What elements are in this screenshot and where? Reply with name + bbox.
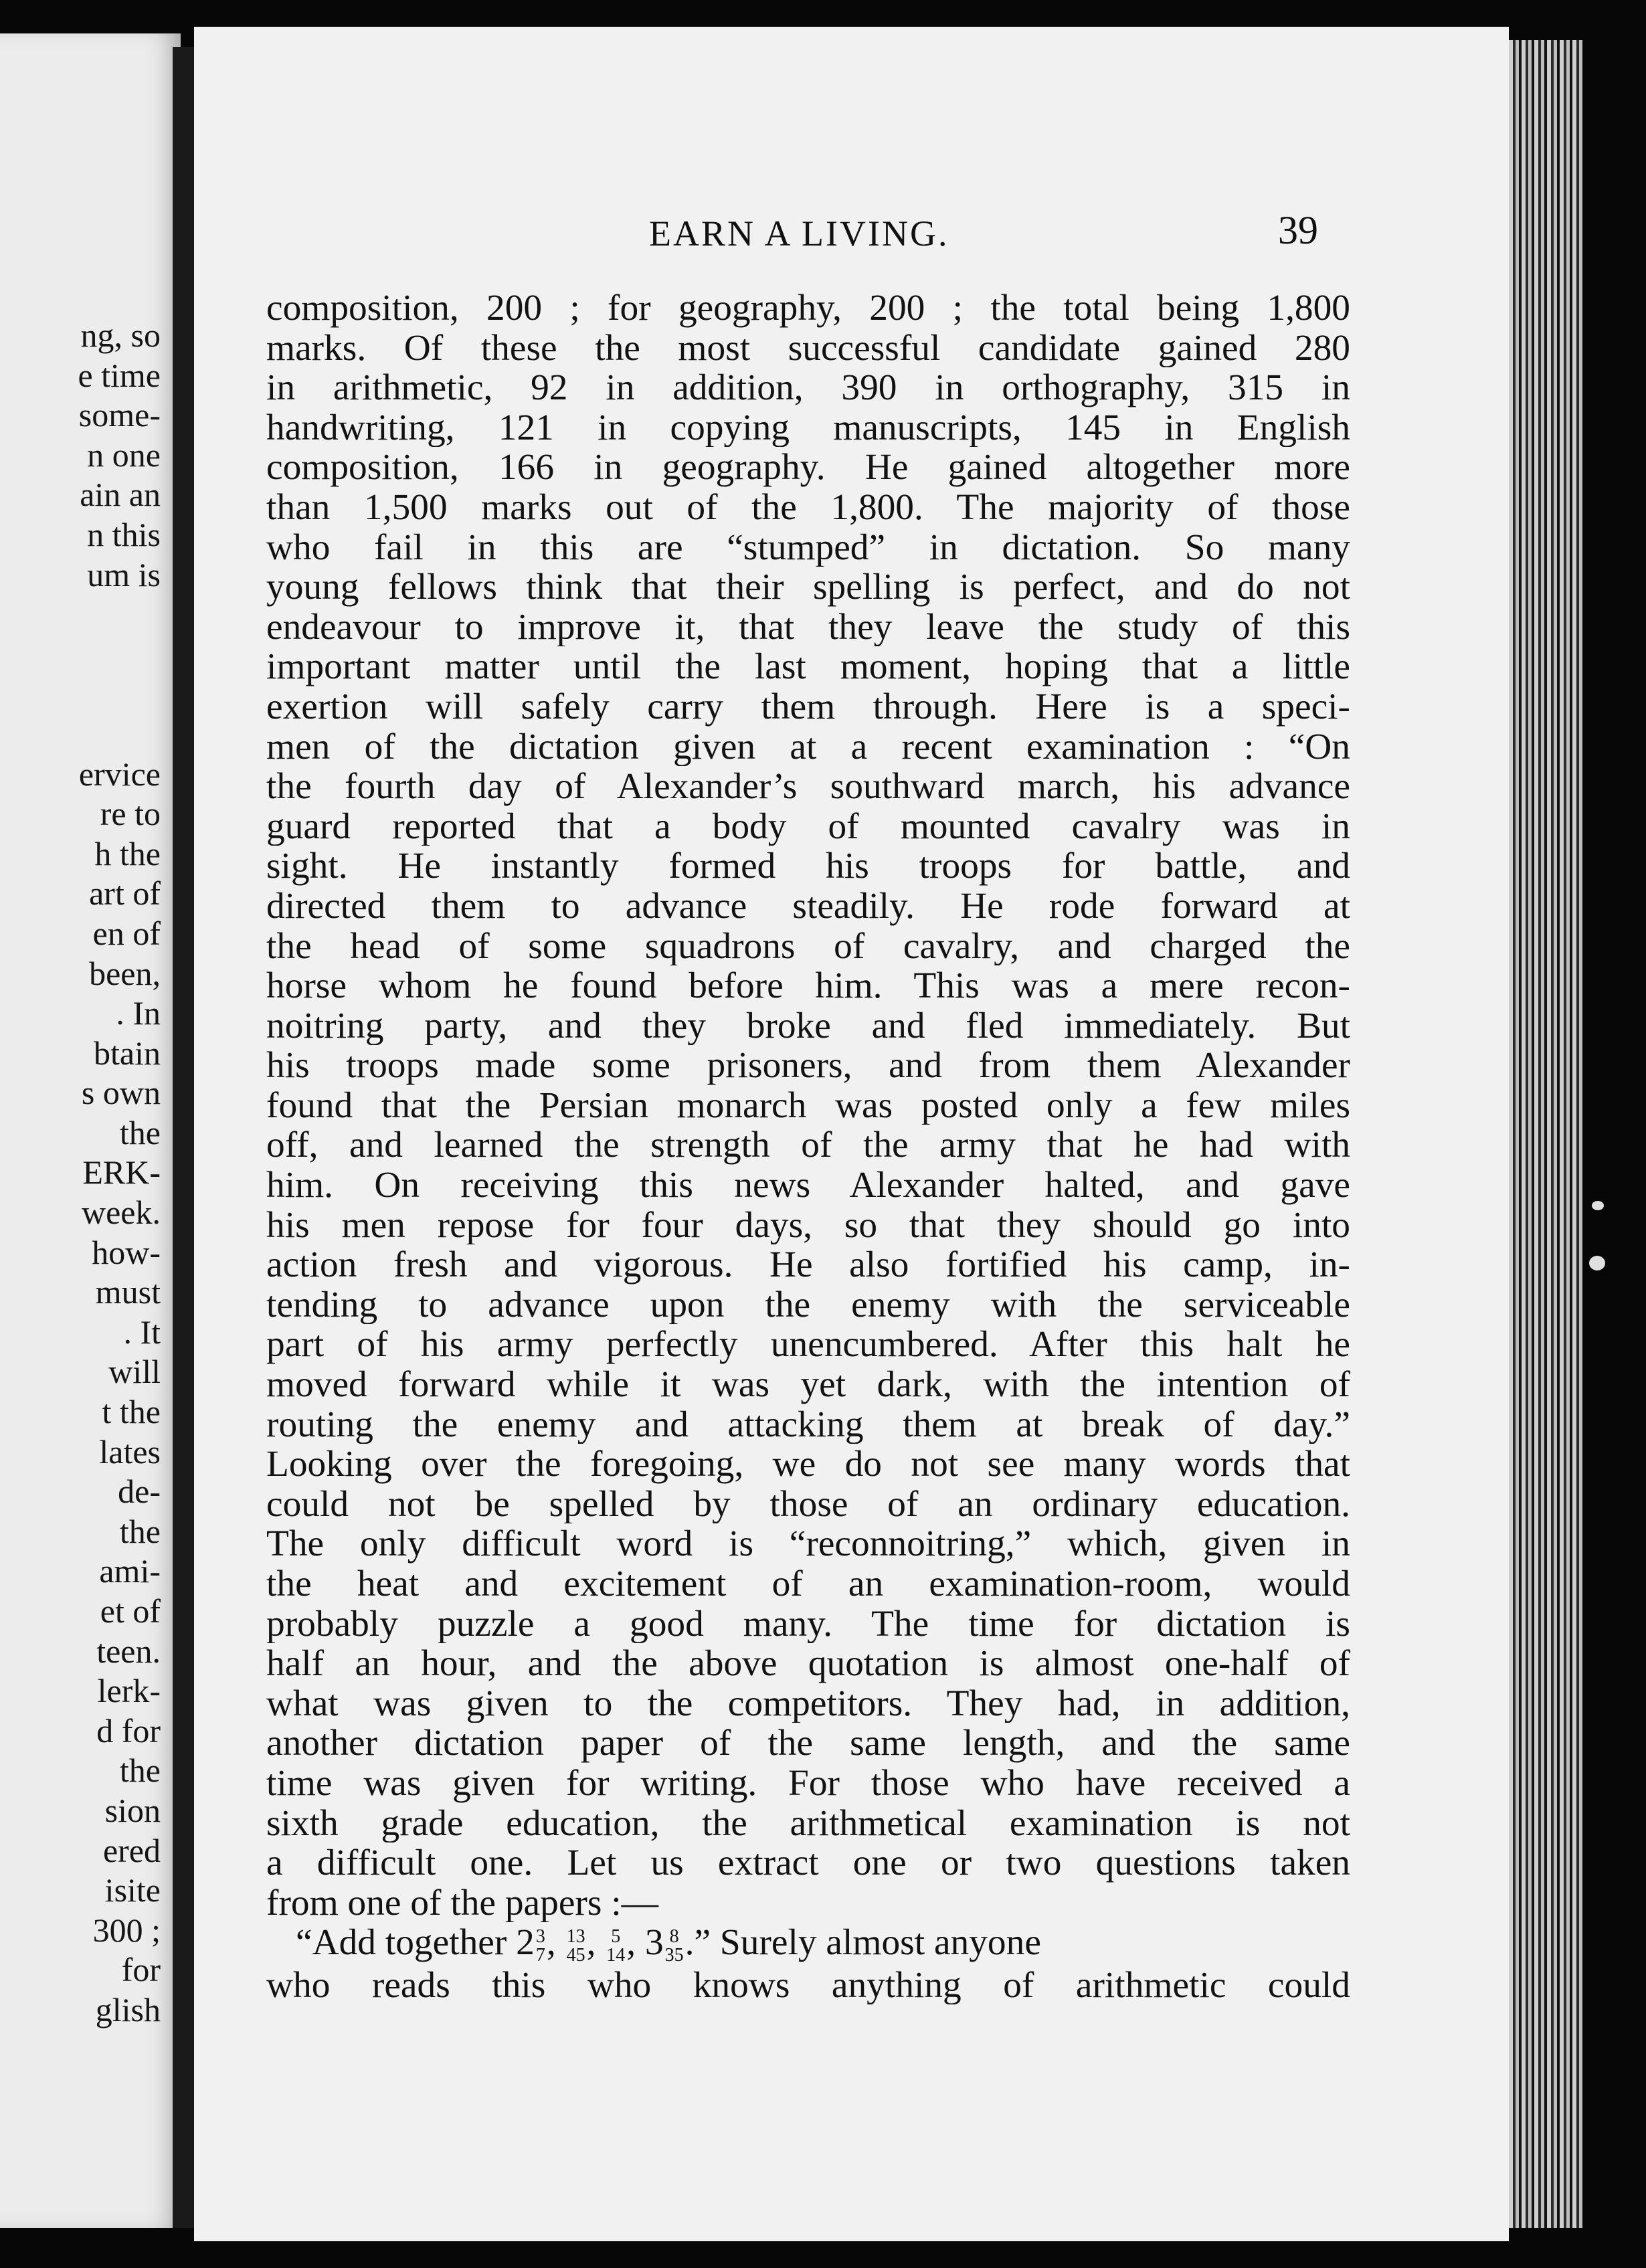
text-line: action fresh and vigorous. He also fortified his camp, in- bbox=[266, 1244, 1350, 1285]
text-line: noitring party, and they broke and fled immediately. But bbox=[266, 1005, 1350, 1046]
fraction-whole: , bbox=[546, 1922, 565, 1963]
left-edge-line bbox=[0, 635, 161, 675]
text-line: handwriting, 121 in copying manuscripts, 145 in English bbox=[266, 407, 1350, 448]
left-edge-line: ain an bbox=[80, 476, 161, 514]
left-edge-line: um is bbox=[87, 555, 161, 593]
text-line: endeavour to improve it, that they leave the study of this bbox=[266, 606, 1350, 647]
text-line: directed them to advance steadily. He rode forward at bbox=[266, 885, 1350, 926]
left-edge-line bbox=[0, 674, 161, 715]
left-edge-line: will bbox=[108, 1353, 161, 1391]
fraction-denominator: 7 bbox=[535, 1944, 545, 1965]
text-line: part of his army perfectly unencumbered. After this halt he bbox=[266, 1324, 1350, 1365]
left-edge-line: how- bbox=[92, 1233, 161, 1271]
left-edge-line: s own bbox=[81, 1074, 161, 1112]
fraction-denominator: 35 bbox=[664, 1944, 684, 1965]
left-page-edge-text bbox=[0, 316, 161, 2030]
fraction bbox=[606, 1927, 625, 1965]
text-line: from one of the papers :— bbox=[266, 1882, 659, 1923]
left-edge-line: the bbox=[119, 1512, 161, 1550]
left-edge-line: de- bbox=[118, 1473, 161, 1511]
left-edge-line: sion bbox=[104, 1791, 161, 1829]
fraction-line bbox=[266, 1922, 1350, 1964]
left-edge-line: btain bbox=[94, 1034, 161, 1072]
text-line: than 1,500 marks out of the 1,800. The majority of those bbox=[266, 486, 1350, 527]
left-edge-line: n this bbox=[87, 515, 161, 553]
running-title: EARN A LIVING. bbox=[649, 213, 949, 254]
text-line: a difficult one. Let us extract one or two questions taken bbox=[266, 1842, 1350, 1883]
scan-specks bbox=[1589, 1201, 1609, 1281]
left-edge-line: ami- bbox=[99, 1552, 161, 1590]
left-edge-line: been, bbox=[89, 954, 161, 992]
text-line: men of the dictation given at a recent examination : “On bbox=[266, 726, 1350, 767]
text-line: half an hour, and the above quotation is almost one-half of bbox=[266, 1643, 1350, 1683]
text-line: guard reported that a body of mounted cavalry was in bbox=[266, 806, 1350, 846]
text-line: time was given for writing. For those who have received a bbox=[266, 1762, 1350, 1803]
left-edge-line: the bbox=[119, 1752, 161, 1790]
left-edge-line: must bbox=[95, 1273, 161, 1311]
text-line: tending to advance upon the enemy with the serviceable bbox=[266, 1284, 1350, 1325]
text-line: off, and learned the strength of the army that he had with bbox=[266, 1125, 1350, 1165]
text-line: in arithmetic, 92 in addition, 390 in orthography, 315 in bbox=[266, 367, 1350, 407]
left-edge-line: . It bbox=[123, 1313, 161, 1351]
left-edge-line: for bbox=[121, 1951, 161, 1989]
text-line: young fellows think that their spelling is perfect, and do not bbox=[266, 567, 1350, 607]
left-edge-line: ervice bbox=[78, 755, 161, 793]
left-edge-line: teen. bbox=[96, 1632, 161, 1670]
fraction-numerator: 3 bbox=[535, 1925, 545, 1947]
left-edge-line: t the bbox=[102, 1393, 161, 1431]
left-edge-line: ERK- bbox=[82, 1153, 161, 1192]
fraction-whole: , 3 bbox=[626, 1922, 664, 1963]
left-edge-line: glish bbox=[95, 1990, 161, 2028]
text-line: the fourth day of Alexander’s southward march, his advance bbox=[266, 766, 1350, 806]
text-line: probably puzzle a good many. The time for dictation is bbox=[266, 1603, 1350, 1644]
left-edge-line bbox=[0, 715, 161, 755]
fraction-numerator: 13 bbox=[566, 1925, 585, 1947]
fraction bbox=[665, 1927, 684, 1965]
left-edge-line: ng, so bbox=[80, 316, 161, 354]
left-edge-line: en of bbox=[92, 914, 161, 952]
left-edge-line: et of bbox=[100, 1592, 161, 1630]
text-line: his men repose for four days, so that they should go into bbox=[266, 1204, 1350, 1245]
text-line: marks. Of these the most successful candidate gained 280 bbox=[266, 327, 1350, 368]
text-line: horse whom he found before him. This was a mere recon- bbox=[266, 965, 1350, 1006]
book-gutter bbox=[173, 47, 197, 2228]
left-edge-line: week. bbox=[82, 1194, 161, 1232]
text-line: important matter until the last moment, hoping that a little bbox=[266, 646, 1350, 686]
fraction-numerator: 5 bbox=[611, 1925, 621, 1947]
left-edge-line: e time bbox=[78, 356, 161, 394]
text-line: composition, 166 in geography. He gained altogether more bbox=[266, 447, 1350, 487]
fraction-line-prefix: “Add together 2 bbox=[296, 1922, 535, 1963]
fraction-line-suffix: .” Surely almost anyone bbox=[684, 1922, 1041, 1963]
text-line: The only difficult word is “reconnoitring,” which, given in bbox=[266, 1523, 1350, 1564]
body-text bbox=[266, 288, 1350, 2004]
left-edge-line: lates bbox=[99, 1432, 161, 1471]
left-edge-line: ered bbox=[102, 1831, 161, 1869]
left-edge-line: h the bbox=[94, 834, 161, 872]
text-line: his troops made some prisoners, and from them Alexander bbox=[266, 1045, 1350, 1085]
text-line: sixth grade education, the arithmetical examination is not bbox=[266, 1802, 1350, 1843]
text-line: the heat and excitement of an examination-room, would bbox=[266, 1564, 1350, 1604]
text-line: the head of some squadrons of cavalry, and charged the bbox=[266, 925, 1350, 966]
page-header bbox=[194, 208, 1509, 260]
left-edge-line: the bbox=[119, 1113, 161, 1151]
left-edge-line: lerk- bbox=[97, 1672, 161, 1710]
text-line: who fail in this are “stumped” in dictation. So many bbox=[266, 527, 1350, 567]
text-line: moved forward while it was yet dark, with the intention of bbox=[266, 1364, 1350, 1404]
left-edge-line: isite bbox=[104, 1871, 161, 1909]
fraction bbox=[567, 1927, 585, 1965]
fraction-denominator: 45 bbox=[566, 1944, 585, 1965]
text-line: what was given to the competitors. They had, in addition, bbox=[266, 1683, 1350, 1723]
fraction-denominator: 14 bbox=[606, 1944, 626, 1965]
left-edge-line: some- bbox=[78, 396, 161, 434]
left-edge-line: d for bbox=[96, 1711, 161, 1750]
text-line: composition, 200 ; for geography, 200 ; the total being 1,800 bbox=[266, 288, 1350, 328]
left-edge-line: . In bbox=[116, 994, 161, 1032]
fraction-whole: , bbox=[586, 1922, 606, 1963]
text-line: him. On receiving this news Alexander halted, and gave bbox=[266, 1165, 1350, 1205]
text-line: who reads this who knows anything of arithmetic could bbox=[266, 1964, 1350, 2005]
page-edges bbox=[1509, 40, 1582, 2228]
left-edge-line bbox=[0, 595, 161, 635]
fraction-numerator: 8 bbox=[669, 1925, 679, 1947]
fraction bbox=[536, 1927, 545, 1965]
left-edge-line: 300 ; bbox=[92, 1911, 161, 1949]
text-line: Looking over the foregoing, we do not see many words that bbox=[266, 1444, 1350, 1484]
left-edge-line: re to bbox=[100, 795, 161, 833]
page-number: 39 bbox=[1278, 208, 1318, 252]
text-line: exertion will safely carry them through. Here is a speci- bbox=[266, 686, 1350, 727]
left-edge-line: n one bbox=[87, 436, 161, 474]
left-edge-line: art of bbox=[89, 874, 161, 913]
text-line: another dictation paper of the same length, and the same bbox=[266, 1723, 1350, 1763]
text-line: found that the Persian monarch was posted only a few miles bbox=[266, 1084, 1350, 1125]
text-line: sight. He instantly formed his troops for battle, and bbox=[266, 846, 1350, 886]
text-line: routing the enemy and attacking them at break of day.” bbox=[266, 1404, 1350, 1444]
left-page bbox=[0, 33, 181, 2228]
text-line: could not be spelled by those of an ordinary education. bbox=[266, 1483, 1350, 1524]
